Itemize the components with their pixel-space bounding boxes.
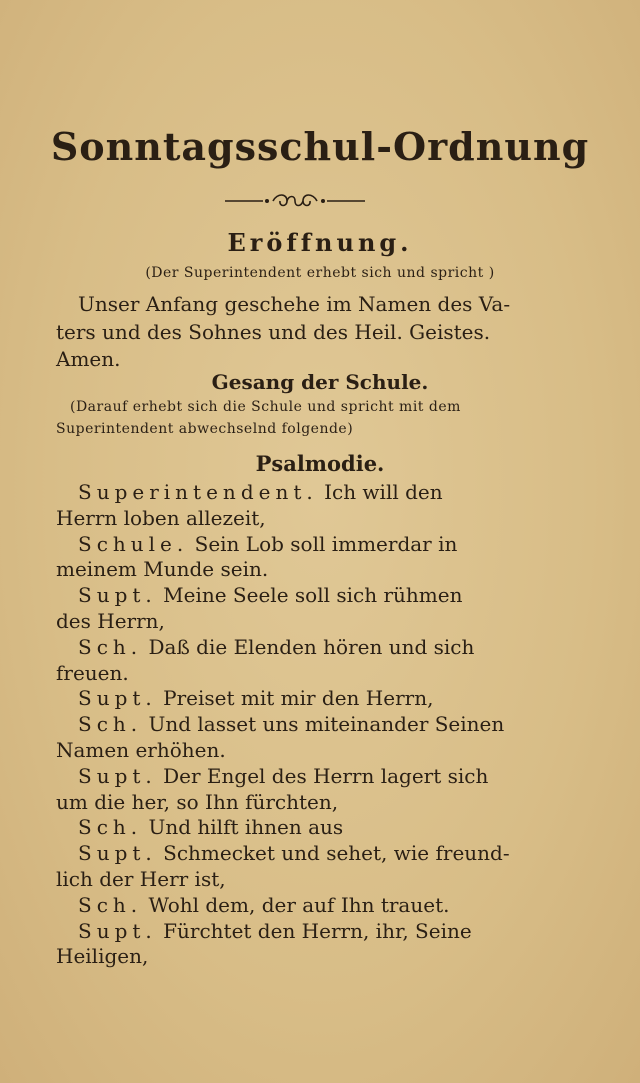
line-text: um die her, so Ihn fürchten,	[56, 790, 339, 814]
section-heading-psalmodie: Psalmodie.	[255, 451, 385, 476]
line-text: Wohl dem, der auf Ihn trauet.	[148, 893, 450, 917]
stage-direction: (Der Superintendent erhebt sich und spricht )	[145, 265, 495, 281]
psalmody-line	[56, 788, 338, 816]
page-title: Sonntagsschul-Ordnung	[50, 124, 590, 169]
psalmody-line	[56, 865, 226, 893]
text-line: Unser Anfang geschehe im Namen des Va-	[78, 292, 511, 316]
psalmody-line	[78, 530, 457, 558]
speaker-label: Supt.	[78, 841, 157, 865]
section-heading-gesang: Gesang der Schule.	[211, 370, 429, 394]
line-text: Und hilft ihnen aus	[148, 815, 344, 839]
line-text: Ich will den	[324, 480, 443, 504]
line-text: Preiset mit mir den Herrn,	[163, 686, 434, 710]
speaker-label: Sch.	[78, 893, 143, 917]
psalmody-line	[78, 917, 472, 945]
psalmody-line	[56, 607, 165, 635]
speaker-label: Supt.	[78, 583, 157, 607]
line-text: Namen erhöhen.	[56, 738, 226, 762]
line-text: Der Engel des Herrn lagert sich	[163, 764, 489, 788]
speaker-label: Supt.	[78, 764, 157, 788]
psalmody-line	[78, 478, 443, 506]
ornament-divider-icon	[225, 190, 365, 212]
line-text: Heiligen,	[56, 944, 149, 968]
speaker-label: Sch.	[78, 712, 143, 736]
psalmody-line	[56, 659, 129, 687]
line-text: Herrn loben allezeit,	[56, 506, 266, 530]
psalmody-line	[56, 942, 148, 970]
line-text: freuen.	[56, 661, 129, 685]
speaker-label: Schule.	[78, 532, 189, 556]
line-text: Schmecket und sehet, wie freund-	[163, 841, 510, 865]
psalmody-line	[78, 813, 343, 841]
psalmody-line	[78, 710, 504, 738]
speaker-label: Supt.	[78, 919, 157, 943]
psalmody-line	[78, 891, 449, 919]
text-line: ters und des Sohnes und des Heil. Geistes.	[56, 320, 491, 344]
line-text: meinem Munde sein.	[56, 557, 269, 581]
stage-direction: (Darauf erhebt sich die Schule und spricht mit dem	[70, 399, 461, 415]
line-text: Und lasset uns miteinander Seinen	[148, 712, 505, 736]
section-heading-eroeffnung: Eröffnung.	[227, 228, 413, 257]
speaker-label: Sch.	[78, 635, 143, 659]
psalmody-line	[78, 581, 462, 609]
psalmody-line	[78, 633, 474, 661]
stage-direction: Superintendent abwechselnd folgende)	[56, 421, 354, 437]
psalmody-line	[78, 762, 488, 790]
line-text: Sein Lob soll immerdar in	[194, 532, 458, 556]
line-text: des Herrn,	[56, 609, 165, 633]
speaker-label: Sch.	[78, 815, 143, 839]
psalmody-line	[78, 839, 510, 867]
psalmody-line	[56, 736, 226, 764]
line-text: Meine Seele soll sich rühmen	[163, 583, 463, 607]
psalmody-line	[56, 555, 268, 583]
psalmody-line	[78, 684, 433, 712]
speaker-label: Superintendent.	[78, 480, 318, 504]
speaker-label: Supt.	[78, 686, 157, 710]
line-text: Fürchtet den Herrn, ihr, Seine	[163, 919, 472, 943]
line-text: Daß die Elenden hören und sich	[148, 635, 475, 659]
psalmody-line	[56, 504, 266, 532]
text-line: Amen.	[56, 347, 121, 371]
line-text: lich der Herr ist,	[56, 867, 226, 891]
